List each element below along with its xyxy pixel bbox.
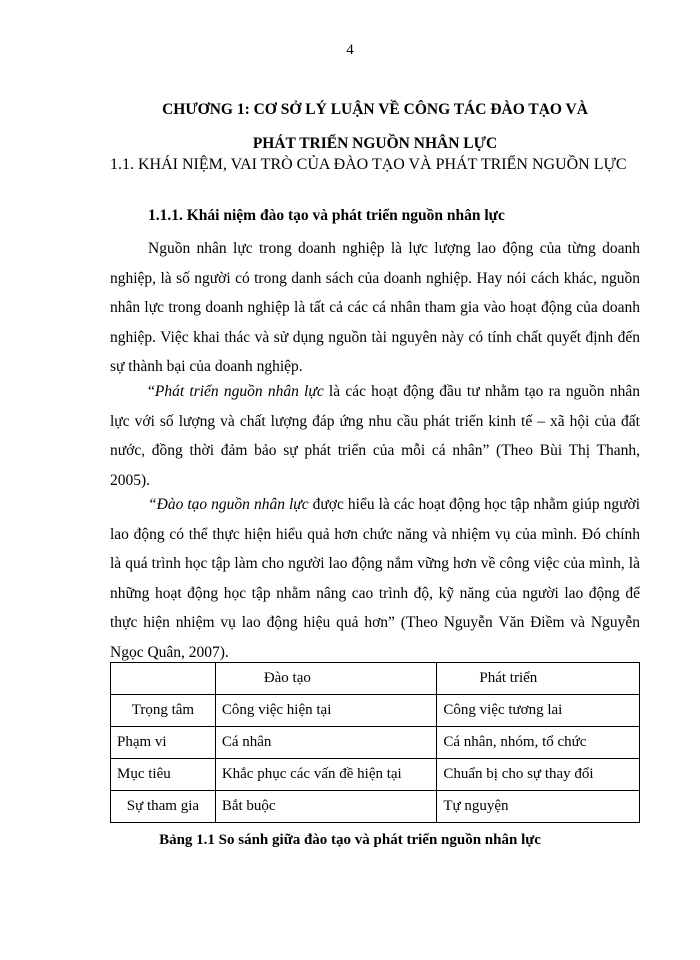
table-cell: Tự nguyện	[437, 791, 640, 823]
open-quote: “	[148, 383, 155, 400]
comparison-table	[110, 662, 640, 823]
chapter-title-line-1: CHƯƠNG 1: CƠ SỞ LÝ LUẬN VỀ CÔNG TÁC ĐÀO TẠO VÀ	[162, 101, 588, 118]
subsection-heading: 1.1.1. Khái niệm đào tạo và phát triển nguồn nhân lực	[148, 207, 505, 224]
table-cell: Chuẩn bị cho sự thay đổi	[437, 759, 640, 791]
table-header-row	[111, 663, 640, 695]
paragraph-training-definition	[110, 490, 640, 667]
chapter-title-line-2: PHÁT TRIỂN NGUỒN NHÂN LỰC	[252, 135, 498, 152]
chapter-title	[110, 93, 640, 161]
section-heading: 1.1. KHÁI NIỆM, VAI TRÒ CỦA ĐÀO TẠO VÀ PHÁT TRIỂN NGUỒN LỰC	[110, 156, 627, 173]
table-row	[111, 759, 640, 791]
table-header-cell: Phát triển	[437, 663, 640, 695]
paragraph-development-definition	[110, 377, 640, 495]
table-header-cell	[111, 663, 216, 695]
table-cell: Công việc hiện tại	[215, 695, 437, 727]
paragraph-human-resources	[110, 234, 640, 382]
term-training: “Đào tạo nguồn nhân lực	[148, 496, 309, 513]
paragraph-text: được hiểu là các hoạt động học tập nhằm giúp người lao động có thể thực hiện hiểu quả hơn chức năng và nhiệm vụ của mình. Đó chính là quá trình học tập làm cho người lao động nắm vững hơn về công việc của mình, là những hoạt động học tập nhằm nâng cao trình độ, kỹ năng của người lao động để thực hiện nhiệm vụ lao động hiệu quả hơn” (Theo Nguyễn Văn Điềm và Nguyễn Ngọc Quân, 2007).	[110, 496, 640, 661]
table-cell: Sự tham gia	[111, 791, 216, 823]
table-cell: Công việc tương lai	[437, 695, 640, 727]
term-development: Phát triển nguồn nhân lực	[154, 383, 324, 400]
table-cell: Khắc phục các vấn đề hiện tại	[215, 759, 437, 791]
table-header-cell: Đào tạo	[215, 663, 437, 695]
table-cell: Mục tiêu	[111, 759, 216, 791]
paragraph-text: Nguồn nhân lực trong doanh nghiệp là lực lượng lao động của từng doanh nghiệp, là số người có trong danh sách của doanh nghiệp. Hay nói cách khác, nguồn nhân lực trong doanh nghiệp là tất cả các cá nhân tham gia vào hoạt động của doanh nghiệp. Việc khai thác và sử dụng nguồn tài nguyên này có tính chất quyết định đến sự thành bại của doanh nghiệp.	[110, 240, 640, 375]
table-row	[111, 727, 640, 759]
paragraph-text: là các hoạt động đầu tư nhằm tạo ra nguồn nhân lực với số lượng và chất lượng đáp ứng nhu cầu phát triển kinh tế – xã hội của đất nước, đồng thời đảm bảo sự phát triển của mỗi cá nhân” (Theo Bùi Thị Thanh, 2005).	[110, 383, 640, 489]
table-cell: Cá nhân	[215, 727, 437, 759]
table-row	[111, 791, 640, 823]
page-number: 4	[346, 42, 354, 58]
table-cell: Trọng tâm	[111, 695, 216, 727]
table-cell: Phạm vi	[111, 727, 216, 759]
table-cell: Cá nhân, nhóm, tổ chức	[437, 727, 640, 759]
table-cell: Bắt buộc	[215, 791, 437, 823]
table-row	[111, 695, 640, 727]
table-caption: Bảng 1.1 So sánh giữa đào tạo và phát triển nguồn nhân lực	[159, 832, 541, 848]
